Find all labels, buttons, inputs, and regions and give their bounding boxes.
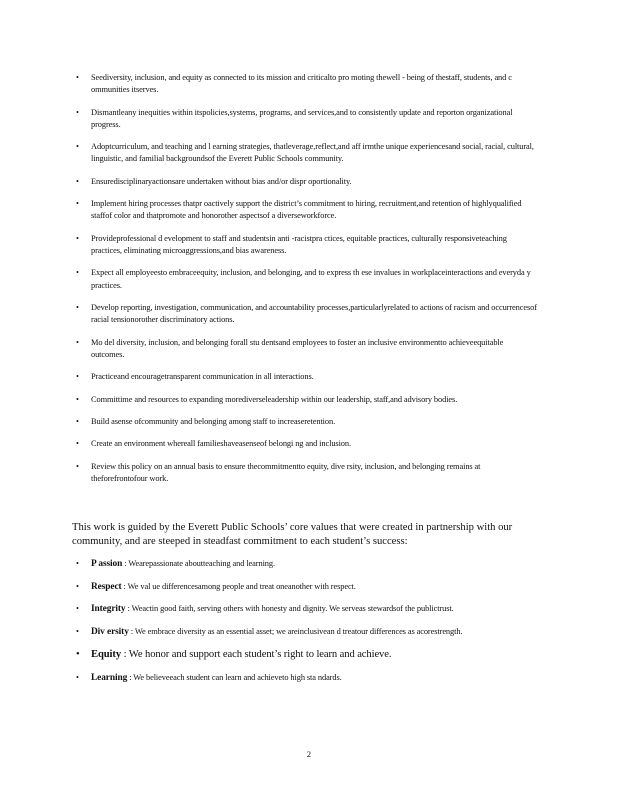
- list-item-text: Review this policy on an annual basis to ensure thecommitmentto equity, dive rsity, inclusion, and belonging remains at theforefrontofour work.: [91, 461, 481, 483]
- list-item-text: Adoptcurriculum, and teaching and l earning strategies, thatleverage,reflect,and aff irmthe unique experiencesand social, racial, cultural, linguistic, and familial backgroundsof the Everett Public Schools community.: [91, 142, 534, 164]
- core-value-term: Equity: [91, 648, 122, 660]
- bullet-icon: •: [76, 461, 79, 471]
- commitments-list: [76, 72, 538, 495]
- bullet-icon: •: [76, 233, 79, 243]
- list-item: [76, 72, 538, 96]
- bullet-icon: •: [76, 176, 79, 186]
- bullet-icon: •: [76, 559, 79, 568]
- core-value-text: : We believeeach student can learn and achieveto high sta ndards.: [129, 672, 342, 682]
- bullet-icon: •: [76, 107, 79, 117]
- bullet-icon: •: [76, 648, 80, 660]
- list-item: [76, 267, 538, 291]
- core-value-term: Div ersity: [91, 627, 129, 638]
- list-item-text: Mo del diversity, inclusion, and belonging forall stu dentsand employees to foster an inclusive environmentto achieveequitable outcomes.: [91, 337, 504, 359]
- core-value-respect: [76, 581, 538, 593]
- bullet-icon: •: [76, 416, 79, 426]
- core-value-diversity: [76, 626, 538, 638]
- bullet-icon: •: [76, 302, 79, 312]
- list-item-text: Develop reporting, investigation, communication, and accountability processes,particularlyrelated to actions of racism and occurrencesof racial tensionorother discriminatory actions.: [91, 302, 537, 325]
- list-item-text: Ensuredisciplinaryactionsare undertaken without bias and/or dispr oportionality.: [91, 176, 352, 186]
- core-value-text: : Wearepassionate aboutteaching and learning.: [124, 559, 275, 568]
- list-item-text: Practiceand encouragetransparent communication in all interactions.: [91, 372, 314, 382]
- bullet-icon: •: [76, 581, 79, 591]
- core-value-learning: [76, 672, 538, 684]
- core-value-text: : We embrace diversity as an essential asset; we areinclusivean d treatour differences as acorestrength.: [130, 627, 463, 637]
- core-value-term: Learning: [91, 672, 128, 683]
- bullet-icon: •: [76, 142, 79, 152]
- core-value-integrity: [76, 603, 538, 615]
- list-item: [76, 176, 538, 188]
- list-item: [76, 461, 538, 485]
- bullet-icon: •: [76, 672, 79, 682]
- bullet-icon: •: [76, 394, 79, 404]
- list-item-text: Implement hiring processes thatpr oactively support the district’s commitment to hiring, recruitment,and retention of highlyqualified staffof color and thatpromote and honorother aspectsof a diverseworkforce.: [91, 199, 522, 221]
- list-item-text: Seediversity, inclusion, and equity as connected to its mission and criticalto pro moting thewell - being of thestaff, students, and c ommunities itserves.: [91, 73, 512, 95]
- core-value-text: : We honor and support each student’s right to learn and achieve.: [123, 648, 392, 660]
- list-item-text: Build asense ofcommunity and belonging among staff to increaseretention.: [91, 416, 336, 426]
- list-item-text: Provideprofessional d evelopment to staff and studentsin anti -racistpra ctices, equitable practices, culturally responsiveteaching practices, eliminating microaggressions,and bias awareness.: [91, 233, 507, 255]
- page-number: 2: [306, 750, 312, 759]
- list-item-text: Committime and resources to expanding morediverseleadership within our leadership, staff,and advisory bodies.: [91, 394, 458, 404]
- core-value-term: P assion: [91, 559, 123, 569]
- list-item: [76, 233, 538, 257]
- bullet-icon: •: [76, 73, 79, 82]
- core-values-intro: This work is guided by the Everett Public Schools’ core values that were created in partnership with our community, and are steeped in steadfast commitment to each student’s success:: [72, 522, 513, 547]
- list-item: [76, 337, 538, 361]
- list-item-text: Dismantleany inequities within itspolicies,systems, programs, and services,and to consistently update and reporton organizational progress.: [91, 107, 513, 129]
- core-value-equity: [76, 649, 538, 661]
- list-item: [76, 371, 538, 383]
- bullet-icon: •: [76, 604, 79, 614]
- core-values-list: [76, 558, 538, 694]
- list-item-text: Expect all employeesto embraceequity, inclusion, and belonging, and to express th ese invalues in workplaceinteractions and everyda y practices.: [91, 268, 531, 290]
- list-item: [76, 302, 538, 326]
- bullet-icon: •: [76, 337, 79, 347]
- bullet-icon: •: [76, 439, 79, 449]
- bullet-icon: •: [76, 627, 79, 637]
- core-value-term: Respect: [91, 581, 122, 592]
- bullet-icon: •: [76, 199, 79, 209]
- list-item: [76, 394, 538, 406]
- bullet-icon: •: [76, 372, 79, 382]
- core-value-term: Integrity: [91, 604, 126, 615]
- core-value-passion: [76, 558, 538, 570]
- list-item-text: Create an environment whereall familieshaveasenseof belongi ng and inclusion.: [91, 439, 351, 449]
- list-item: [76, 107, 538, 131]
- list-item: [76, 198, 538, 222]
- list-item: [76, 416, 538, 428]
- core-value-text: : Weactin good faith, serving others with honesty and dignity. We serveas stewardsof the publictrust.: [127, 604, 454, 614]
- bullet-icon: •: [76, 268, 79, 278]
- core-value-text: : We val ue differencesamong people and treat oneanother with respect.: [123, 581, 356, 591]
- list-item: [76, 141, 538, 165]
- list-item: [76, 438, 538, 450]
